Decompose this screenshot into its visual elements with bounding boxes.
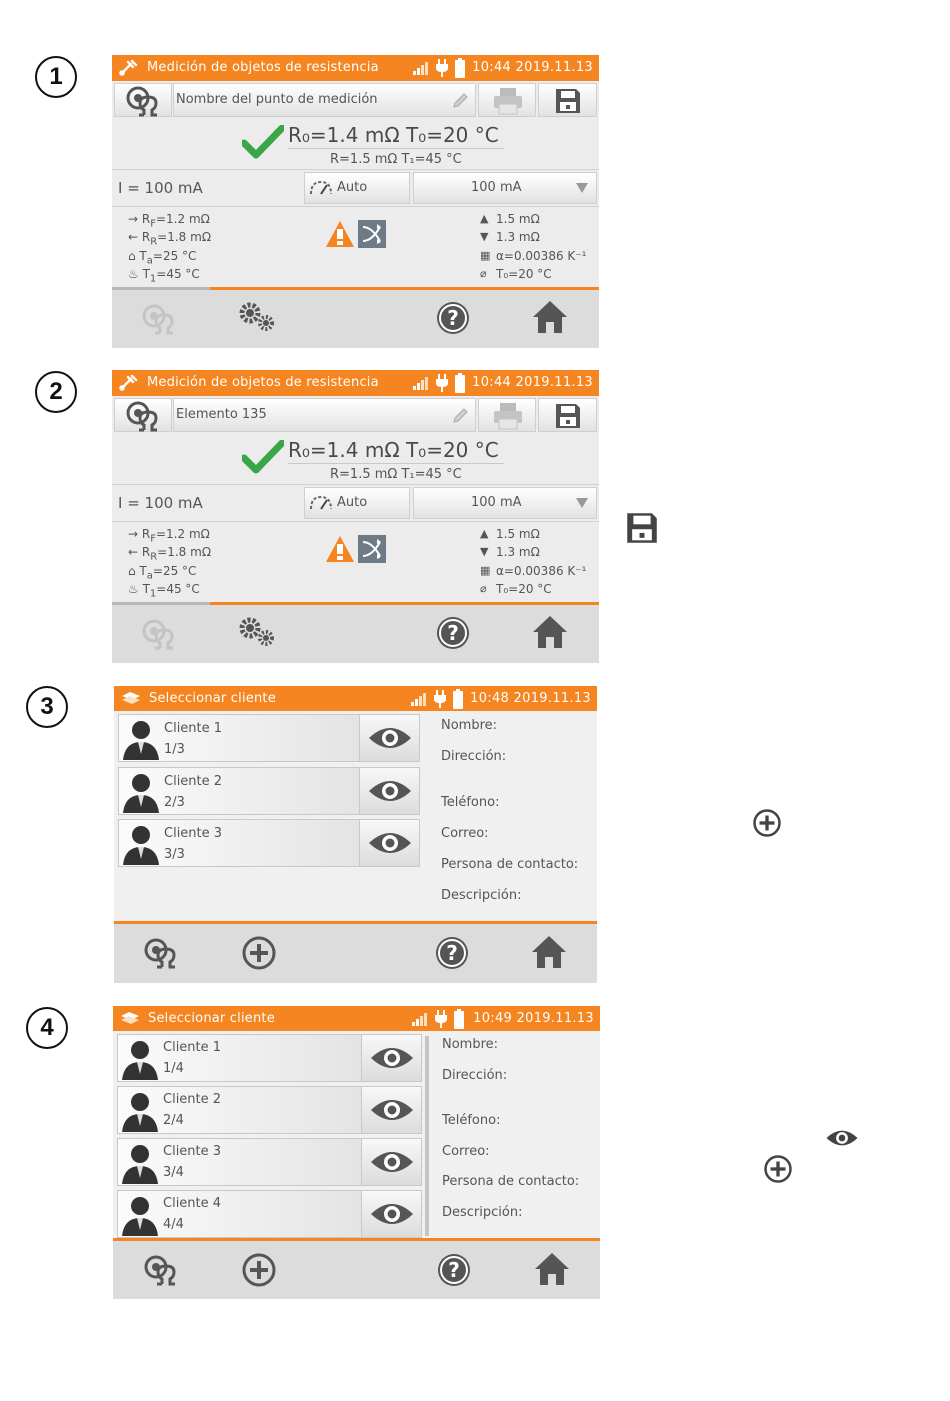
chevron-down-icon	[575, 182, 589, 194]
param-resistance-high: 1.5 mΩ	[496, 212, 540, 226]
measure-tab-icon[interactable]	[142, 1250, 182, 1290]
print-button[interactable]	[478, 398, 536, 432]
measure-tab-icon[interactable]	[140, 614, 180, 654]
screen-title: Medición de objetos de resistencia	[147, 375, 379, 390]
param-resistance-low: 1.3 mΩ	[496, 545, 540, 559]
param-reverse-resistance: ← $R_R=1.8$ mΩ	[128, 230, 211, 248]
home-icon[interactable]	[531, 299, 569, 335]
clients-icon	[119, 1010, 141, 1030]
result-main: R₀=1.4 mΩ T₀=20 °C	[288, 123, 499, 147]
datetime: 10:44 2019.11.13	[472, 60, 593, 75]
view-client-button[interactable]	[361, 1191, 421, 1237]
save-icon	[555, 88, 581, 114]
measurement-point-name-field[interactable]	[173, 83, 476, 117]
cross-switch-icon	[358, 535, 386, 563]
help-icon[interactable]	[435, 300, 471, 336]
svg-text:?: ?	[448, 1258, 460, 1282]
trend-up-icon: ▲	[480, 527, 489, 540]
person-icon	[120, 1142, 160, 1184]
plug-icon	[433, 690, 447, 708]
result-main: R₀=1.4 mΩ T₀=20 °C	[288, 438, 499, 462]
client-index: 3/4	[163, 1165, 184, 1180]
warning-icon	[325, 220, 355, 248]
param-forward-resistance: → $R_F=1.2$ mΩ	[128, 527, 210, 545]
chevron-down-icon	[575, 497, 589, 509]
add-circle-icon	[752, 808, 782, 838]
client-index: 2/3	[164, 795, 185, 810]
param-reference-temp: T₀=20 °C	[496, 267, 552, 281]
param-forward-resistance: → $R_F=1.2$ mΩ	[128, 212, 210, 230]
current-select-value: 100 mA	[471, 180, 522, 195]
help-icon[interactable]	[434, 935, 470, 971]
field-contact-label: Persona de contacto:	[441, 857, 579, 872]
view-client-button[interactable]	[359, 715, 419, 761]
client-name: Cliente 1	[164, 721, 223, 736]
param-ambient-temp: ⌂ $T_a=25$ °C	[128, 564, 197, 582]
home-icon[interactable]	[533, 1251, 571, 1287]
signal-icon	[412, 375, 430, 391]
check-icon	[242, 125, 284, 159]
client-name: Cliente 3	[164, 826, 223, 841]
person-icon	[121, 823, 161, 865]
client-select-screen-2	[113, 1006, 600, 1299]
measurement-point-name-field[interactable]	[173, 398, 476, 432]
measurement-icon	[118, 374, 138, 396]
client-name: Cliente 1	[163, 1040, 222, 1055]
field-email-label: Correo:	[441, 826, 489, 841]
view-client-button[interactable]	[361, 1087, 421, 1133]
current-label: I = 100 mA	[118, 494, 203, 512]
eye-icon	[369, 1200, 415, 1228]
auto-meter-icon	[308, 179, 334, 197]
current-select[interactable]	[413, 487, 597, 519]
signal-icon	[411, 1011, 429, 1027]
client-row[interactable]	[117, 1138, 422, 1186]
status-bar	[112, 55, 599, 81]
client-index: 4/4	[163, 1217, 184, 1232]
field-description-label: Descripción:	[441, 888, 522, 903]
person-icon	[120, 1038, 160, 1080]
printer-icon	[492, 87, 524, 115]
screen-title: Seleccionar cliente	[148, 1011, 275, 1026]
field-email-label: Correo:	[442, 1144, 490, 1159]
current-label: I = 100 mA	[118, 179, 203, 197]
cross-switch-icon	[358, 220, 386, 248]
client-row[interactable]	[117, 1034, 422, 1082]
eye-icon	[369, 1096, 415, 1124]
measurement-screen-1	[112, 55, 599, 348]
save-button[interactable]	[538, 398, 597, 432]
screen-title: Medición de objetos de resistencia	[147, 60, 379, 75]
signal-icon	[412, 60, 430, 76]
field-name-label: Nombre:	[442, 1037, 499, 1052]
trend-down-icon: ▼	[480, 545, 489, 558]
auto-mode-label: Auto	[337, 180, 368, 195]
current-select-value: 100 mA	[471, 495, 522, 510]
status-bar	[112, 370, 599, 396]
calculator-icon: ▦	[480, 249, 491, 262]
measure-tab-icon[interactable]	[142, 933, 182, 973]
param-reference-temp: T₀=20 °C	[496, 582, 552, 596]
client-select-screen-1	[114, 686, 597, 983]
field-phone-label: Teléfono:	[442, 1113, 501, 1128]
param-resistance-low: 1.3 mΩ	[496, 230, 540, 244]
resistance-meter-icon	[124, 400, 164, 432]
person-icon	[121, 718, 161, 760]
status-bar	[113, 1006, 600, 1031]
field-phone-label: Teléfono:	[441, 795, 500, 810]
step-number-3: 3	[26, 686, 68, 728]
plug-icon	[435, 59, 449, 77]
person-icon	[120, 1090, 160, 1132]
datetime: 10:44 2019.11.13	[472, 375, 593, 390]
client-name: Cliente 2	[164, 774, 223, 789]
field-address-label: Dirección:	[441, 749, 507, 764]
client-index: 1/3	[164, 742, 185, 757]
person-icon	[120, 1194, 160, 1236]
eye-icon	[369, 1148, 415, 1176]
field-contact-label: Persona de contacto:	[442, 1174, 580, 1189]
step-number-4: 4	[26, 1007, 68, 1049]
trend-down-icon: ▼	[480, 230, 489, 243]
printer-icon	[492, 402, 524, 430]
measurement-point-name: Elemento 135	[176, 407, 267, 422]
param-resistance-high: 1.5 mΩ	[496, 527, 540, 541]
auto-mode-button[interactable]	[304, 172, 410, 204]
plug-icon	[434, 1010, 448, 1028]
field-address-label: Dirección:	[442, 1068, 508, 1083]
add-client-icon[interactable]	[241, 935, 277, 971]
client-row[interactable]	[117, 1190, 422, 1238]
pencil-icon	[451, 92, 469, 110]
measurement-point-name: Nombre del punto de medición	[176, 92, 378, 107]
add-circle-icon	[763, 1154, 793, 1184]
battery-icon	[454, 58, 466, 78]
print-button[interactable]	[478, 83, 536, 117]
battery-icon	[453, 1009, 465, 1029]
status-bar	[114, 686, 597, 711]
resistance-meter-icon	[124, 85, 164, 117]
help-icon[interactable]	[435, 615, 471, 651]
client-index: 3/3	[164, 847, 185, 862]
svg-text:?: ?	[447, 306, 459, 330]
param-ambient-temp: ⌂ $T_a=25$ °C	[128, 249, 197, 267]
param-reverse-resistance: ← $R_R=1.8$ mΩ	[128, 545, 211, 563]
calculator-icon: ▦	[480, 564, 491, 577]
trend-up-icon: ▲	[480, 212, 489, 225]
warning-icon	[325, 535, 355, 563]
param-object-temp: ♨ $T_1=45$ °C	[128, 582, 200, 600]
client-name: Cliente 2	[163, 1092, 222, 1107]
datetime: 10:48 2019.11.13	[470, 691, 591, 706]
param-alpha: α=0.00386 K⁻¹	[496, 249, 587, 263]
client-row[interactable]	[118, 767, 420, 815]
eye-icon	[825, 1127, 859, 1149]
save-button[interactable]	[538, 83, 597, 117]
measurement-type-button[interactable]	[114, 83, 172, 117]
view-client-button[interactable]	[359, 768, 419, 814]
datetime: 10:49 2019.11.13	[473, 1011, 594, 1026]
client-index: 1/4	[163, 1061, 184, 1076]
clients-icon	[120, 690, 142, 710]
person-icon	[121, 771, 161, 813]
measure-tab-icon[interactable]	[140, 299, 180, 339]
result-secondary: R=1.5 mΩ T₁=45 °C	[330, 152, 462, 167]
battery-icon	[454, 373, 466, 393]
eye-icon	[369, 1044, 415, 1072]
client-name: Cliente 3	[163, 1144, 222, 1159]
thermometer-icon: ⌀	[480, 267, 487, 280]
check-icon	[242, 440, 284, 474]
signal-icon	[410, 691, 428, 707]
view-client-button[interactable]	[361, 1035, 421, 1081]
eye-icon	[367, 724, 413, 752]
view-client-button[interactable]	[359, 820, 419, 866]
view-client-button[interactable]	[361, 1139, 421, 1185]
plug-icon	[435, 374, 449, 392]
client-row[interactable]	[118, 714, 420, 762]
result-secondary: R=1.5 mΩ T₁=45 °C	[330, 467, 462, 482]
settings-icon[interactable]	[237, 616, 279, 650]
eye-icon	[367, 777, 413, 805]
save-icon	[626, 512, 658, 544]
thermometer-icon: ⌀	[480, 582, 487, 595]
list-scrollbar[interactable]	[425, 1036, 429, 1236]
client-row[interactable]	[117, 1086, 422, 1134]
help-icon[interactable]	[436, 1252, 472, 1288]
param-alpha: α=0.00386 K⁻¹	[496, 564, 587, 578]
auto-meter-icon	[308, 494, 334, 512]
step-number-1: 1	[35, 56, 77, 98]
client-row[interactable]	[118, 819, 420, 867]
add-client-icon[interactable]	[241, 1252, 277, 1288]
battery-icon	[452, 689, 464, 709]
save-icon	[555, 403, 581, 429]
auto-mode-label: Auto	[337, 495, 368, 510]
home-icon[interactable]	[531, 614, 569, 650]
svg-text:?: ?	[447, 621, 459, 645]
settings-icon[interactable]	[237, 301, 279, 335]
client-name: Cliente 4	[163, 1196, 222, 1211]
field-description-label: Descripción:	[442, 1205, 523, 1220]
measurement-type-button[interactable]	[114, 398, 172, 432]
pencil-icon	[451, 407, 469, 425]
auto-mode-button[interactable]	[304, 487, 410, 519]
step-number-2: 2	[35, 371, 77, 413]
measurement-icon	[118, 59, 138, 81]
home-icon[interactable]	[530, 934, 568, 970]
eye-icon	[367, 829, 413, 857]
screen-title: Seleccionar cliente	[149, 691, 276, 706]
client-index: 2/4	[163, 1113, 184, 1128]
param-object-temp: ♨ $T_1=45$ °C	[128, 267, 200, 285]
measurement-screen-2	[112, 370, 599, 663]
svg-text:?: ?	[446, 941, 458, 965]
field-name-label: Nombre:	[441, 718, 498, 733]
current-select[interactable]	[413, 172, 597, 204]
